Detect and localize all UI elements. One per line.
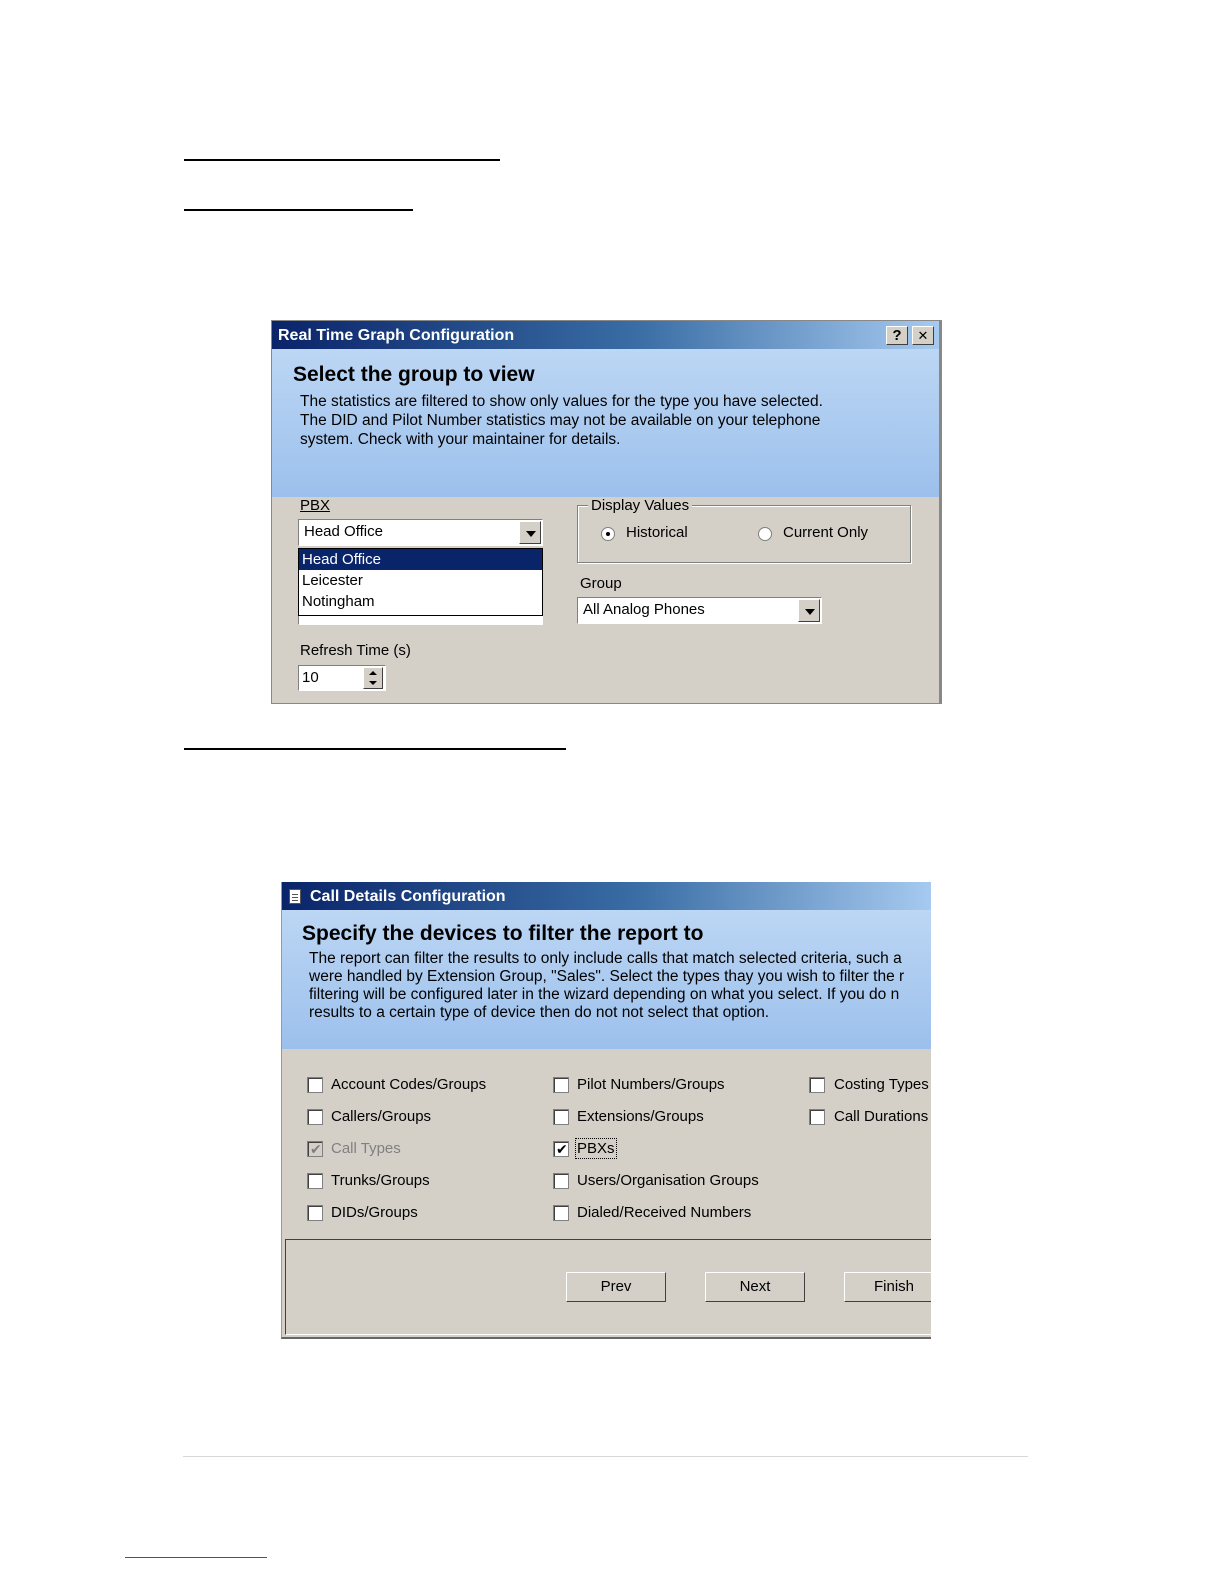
pbx-selected-value: Head Office: [304, 523, 383, 540]
account-codes-checkbox[interactable]: [307, 1077, 323, 1093]
description-line-1: The report can filter the results to only include calls that match selected criteria, such a: [309, 950, 902, 967]
extensions-checkbox[interactable]: [553, 1109, 569, 1125]
pbx-label: PBX: [300, 497, 331, 514]
spin-up-icon[interactable]: [369, 671, 377, 675]
costing-types-label: Costing Types: [834, 1076, 929, 1093]
dialed-numbers-label: Dialed/Received Numbers: [577, 1204, 752, 1221]
check-icon: ✔: [556, 1141, 568, 1157]
call-types-checkbox: [307, 1141, 323, 1157]
finish-button[interactable]: Finish: [844, 1272, 931, 1302]
title-bar: [282, 882, 931, 910]
description-line-4: results to a certain type of device then do not not select that option.: [309, 1004, 770, 1021]
trunks-label: Trunks/Groups: [331, 1172, 430, 1189]
pbx-option[interactable]: Notingham: [302, 593, 375, 610]
pilot-numbers-checkbox[interactable]: [553, 1077, 569, 1093]
title-bar: [272, 321, 939, 349]
dialog-title: Call Details Configuration: [310, 888, 506, 905]
help-button[interactable]: ?: [886, 326, 908, 345]
refresh-time-label: Refresh Time (s): [300, 642, 411, 659]
current-only-text: Current Only: [783, 524, 869, 541]
page-heading: Specify the devices to filter the report to: [302, 922, 704, 945]
extensions-label: Extensions/Groups: [577, 1108, 704, 1125]
dialed-numbers-checkbox[interactable]: [553, 1205, 569, 1221]
pbx-option[interactable]: Leicester: [302, 572, 363, 589]
wizard-header: [282, 910, 931, 1049]
pbxs-checkbox[interactable]: [553, 1141, 569, 1157]
dids-checkbox[interactable]: [307, 1205, 323, 1221]
description-line-3: filtering will be configured later in the wizard depending on what you select. If you do n: [309, 986, 900, 1003]
description-line-1: The statistics are filtered to show only values for the type you have selected.: [300, 393, 823, 410]
document-icon: [289, 889, 301, 904]
dialog-title: Real Time Graph Configuration: [278, 327, 515, 344]
description-line-2: were handled by Extension Group, "Sales". Select the types thay you wish to filter the r: [309, 968, 905, 985]
footer-divider: [183, 1456, 1028, 1457]
call-durations-label: Call Durations: [834, 1108, 929, 1125]
call-types-label: Call Types: [331, 1140, 401, 1157]
pbx-option[interactable]: Head Office: [299, 549, 542, 570]
description-line-2: The DID and Pilot Number statistics may not be available on your telephone: [300, 412, 821, 429]
current-only-label: [783, 524, 868, 541]
costing-types-checkbox[interactable]: [809, 1077, 825, 1093]
users-checkbox[interactable]: [553, 1173, 569, 1189]
heading-rule-1: [184, 159, 500, 161]
page-heading: Select the group to view: [293, 363, 535, 386]
refresh-time-spinner[interactable]: [363, 667, 383, 689]
callers-checkbox[interactable]: [307, 1109, 323, 1125]
next-button[interactable]: Next: [705, 1272, 805, 1302]
callers-label: Callers/Groups: [331, 1108, 432, 1125]
close-button[interactable]: ✕: [912, 326, 934, 345]
refresh-time-value: 10: [302, 669, 319, 686]
pbxs-label: PBXs: [577, 1140, 615, 1157]
chevron-down-icon[interactable]: [798, 599, 820, 622]
historical-radio[interactable]: [601, 527, 615, 541]
historical-label: [626, 524, 688, 541]
users-label: Users/Organisation Groups: [577, 1172, 759, 1189]
pbx-dropdown-list: [298, 548, 543, 616]
wizard-header: [272, 349, 939, 497]
historical-text: Historical: [626, 524, 688, 541]
group-combobox[interactable]: [577, 597, 822, 624]
pilot-numbers-label: Pilot Numbers/Groups: [577, 1076, 725, 1093]
footer-link-underline: [125, 1557, 267, 1558]
dids-label: DIDs/Groups: [331, 1204, 418, 1221]
spin-down-icon[interactable]: [369, 681, 377, 685]
prev-button[interactable]: Prev: [566, 1272, 666, 1302]
current-only-radio[interactable]: [758, 527, 772, 541]
call-details-dialog: [281, 882, 931, 1339]
group-selected-value: All Analog Phones: [583, 601, 705, 618]
call-durations-checkbox[interactable]: [809, 1109, 825, 1125]
pbx-combobox[interactable]: [298, 519, 543, 546]
account-codes-label: Account Codes/Groups: [331, 1076, 487, 1093]
heading-rule-2: [184, 209, 413, 211]
display-values-label: Display Values: [588, 497, 692, 514]
trunks-checkbox[interactable]: [307, 1173, 323, 1189]
real-time-graph-dialog: [271, 320, 942, 704]
group-label: Group: [580, 575, 622, 592]
chevron-down-icon[interactable]: [519, 521, 541, 544]
description-line-3: system. Check with your maintainer for details.: [300, 431, 621, 448]
heading-rule-3: [184, 748, 566, 750]
check-icon: ✔: [310, 1141, 322, 1157]
